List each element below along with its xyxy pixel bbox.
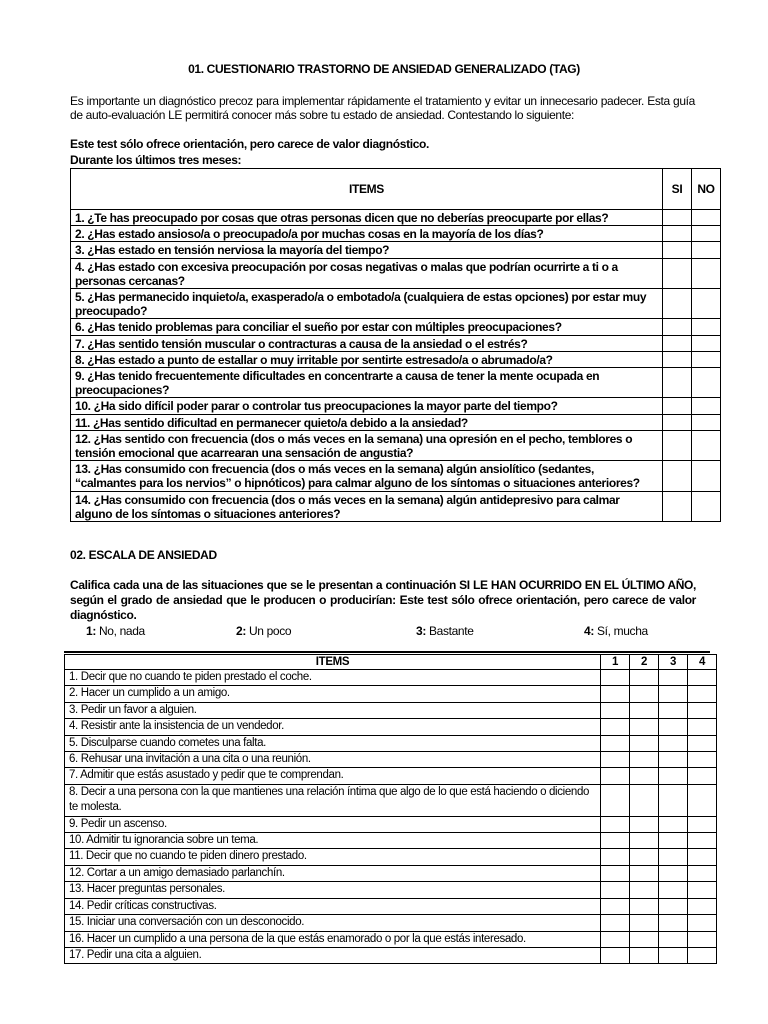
rating-4-checkbox[interactable] [688,735,717,751]
rating-1-checkbox[interactable] [601,702,630,718]
section1-intro: Es importante un diagnóstico precoz para implementar rápidamente el tratamiento y evitar un innecesario padecer. Esta guía de auto-evaluación LE permitirá conocer más sobre tu estado de ansiedad. Contestando lo siguiente: [70,94,695,122]
divider [64,651,710,653]
item-text: 13. ¿Has consumido con frecuencia (dos o más veces en la semana) algún ansiolítico (sedantes, “calmantes para los nervios” o hipnóticos) para calmar alguno de los síntomas o situaciones anteriores? [71,461,663,491]
section1-period: Durante los últimos tres meses: [70,153,242,167]
scale-key: 4: [584,624,594,638]
answer-no-checkbox[interactable] [692,398,721,414]
rating-4-checkbox[interactable] [688,947,717,963]
item-text: 10. ¿Ha sido difícil poder parar o controlar tus preocupaciones la mayor parte del tiempo? [71,398,663,414]
answer-si-checkbox[interactable] [663,226,692,242]
item-text: 2. Hacer un cumplido a un amigo. [65,686,601,702]
item-text: 17. Pedir una cita a alguien. [65,947,601,963]
rating-4-checkbox[interactable] [688,882,717,898]
rating-3-checkbox[interactable] [659,670,688,686]
item-text: 16. Hacer un cumplido a una persona de la que estás enamorado o por la que estás interesado. [65,931,601,947]
rating-2-checkbox[interactable] [630,865,659,881]
rating-1-checkbox[interactable] [601,882,630,898]
rating-2-checkbox[interactable] [630,849,659,865]
item-text: 5. ¿Has permanecido inquieto/a, exasperado/a o embotado/a (cualquiera de estas opciones) por estar muy preocupado? [71,289,663,319]
scale-label: No, nada [95,624,145,638]
rating-2-checkbox[interactable] [630,947,659,963]
item-text: 15. Iniciar una conversación con un desconocido. [65,915,601,931]
item-text: 3. ¿Has estado en tensión nerviosa la mayoría del tiempo? [71,242,663,258]
item-text: 6. ¿Has tenido problemas para conciliar el sueño por estar con múltiples preocupaciones? [71,319,663,335]
answer-si-checkbox[interactable] [663,242,692,258]
col-1-header: 1 [601,655,630,670]
rating-3-checkbox[interactable] [659,768,688,784]
rating-4-checkbox[interactable] [688,865,717,881]
table-row [71,430,721,460]
rating-2-checkbox[interactable] [630,719,659,735]
anxiety-scale-body [65,670,717,964]
anxiety-scale-table [64,654,717,964]
tag-questionnaire-body [71,210,721,522]
rating-1-checkbox[interactable] [601,752,630,768]
rating-2-checkbox[interactable] [630,752,659,768]
rating-2-checkbox[interactable] [630,784,659,816]
rating-4-checkbox[interactable] [688,686,717,702]
answer-si-checkbox[interactable] [663,258,692,288]
item-text: 8. ¿Has estado a punto de estallar o muy irritable por sentirte estresado/a o abrumado/a? [71,351,663,367]
rating-4-checkbox[interactable] [688,833,717,849]
scale-option-3 [416,624,474,638]
rating-1-checkbox[interactable] [601,719,630,735]
table-row [65,931,717,947]
rating-4-checkbox[interactable] [688,784,717,816]
rating-3-checkbox[interactable] [659,865,688,881]
answer-no-checkbox[interactable] [692,258,721,288]
rating-1-checkbox[interactable] [601,735,630,751]
answer-si-checkbox[interactable] [663,414,692,430]
rating-2-checkbox[interactable] [630,670,659,686]
rating-4-checkbox[interactable] [688,670,717,686]
answer-si-checkbox[interactable] [663,461,692,491]
item-text: 10. Admitir tu ignorancia sobre un tema. [65,833,601,849]
item-text: 3. Pedir un favor a alguien. [65,702,601,718]
item-text: 7. ¿Has sentido tensión muscular o contracturas a causa de la ansiedad o el estrés? [71,335,663,351]
rating-3-checkbox[interactable] [659,752,688,768]
rating-1-checkbox[interactable] [601,865,630,881]
rating-2-checkbox[interactable] [630,882,659,898]
item-text: 12. ¿Has sentido con frecuencia (dos o más veces en la semana) una opresión en el pecho, temblores o tensión emocional que acarrearan una sensación de angustia? [71,430,663,460]
answer-no-checkbox[interactable] [692,368,721,398]
section2-instructions: Califica cada una de las situaciones que se le presentan a continuación SI LE HAN OCURRIDO EN EL ÚLTIMO AÑO, según el grado de ansiedad que le producen o producirían: Este test sólo ofrece orientación, pero carece de valor diagnóstico. [70,578,696,622]
item-text: 8. Decir a una persona con la que mantienes una relación íntima que algo de lo que está haciendo o diciendo te molesta. [65,784,601,816]
table-row [65,686,717,702]
table-row [65,947,717,963]
rating-3-checkbox[interactable] [659,702,688,718]
rating-4-checkbox[interactable] [688,931,717,947]
rating-1-checkbox[interactable] [601,768,630,784]
item-text: 2. ¿Has estado ansioso/a o preocupado/a por muchas cosas en la mayoría de los días? [71,226,663,242]
rating-1-checkbox[interactable] [601,816,630,832]
table-row [71,414,721,430]
item-text: 1. Decir que no cuando te piden prestado el coche. [65,670,601,686]
rating-2-checkbox[interactable] [630,768,659,784]
answer-no-checkbox[interactable] [692,226,721,242]
section1-note: Este test sólo ofrece orientación, pero carece de valor diagnóstico. [70,137,429,151]
rating-2-checkbox[interactable] [630,898,659,914]
table-row [65,898,717,914]
item-text: 14. Pedir críticas constructivas. [65,898,601,914]
rating-3-checkbox[interactable] [659,849,688,865]
scale-label: Sí, mucha [593,624,648,638]
rating-2-checkbox[interactable] [630,816,659,832]
answer-si-checkbox[interactable] [663,319,692,335]
answer-si-checkbox[interactable] [663,351,692,367]
item-text: 4. Resistir ante la insistencia de un vendedor. [65,719,601,735]
answer-si-checkbox[interactable] [663,335,692,351]
scale-option-1 [86,624,145,638]
item-text: 5. Disculparse cuando cometes una falta. [65,735,601,751]
answer-no-checkbox[interactable] [692,210,721,226]
item-text: 6. Rehusar una invitación a una cita o una reunión. [65,752,601,768]
table-row [71,289,721,319]
item-text: 9. Pedir un ascenso. [65,816,601,832]
item-text: 4. ¿Has estado con excesiva preocupación por cosas negativas o malas que podrían ocurrirte a ti o a personas cercanas? [71,258,663,288]
table-row [71,226,721,242]
rating-3-checkbox[interactable] [659,833,688,849]
table-row [65,865,717,881]
scale-option-2 [236,624,291,638]
table-row [71,319,721,335]
rating-2-checkbox[interactable] [630,915,659,931]
scale-label: Un poco [245,624,292,638]
rating-3-checkbox[interactable] [659,686,688,702]
table-row [65,768,717,784]
answer-si-checkbox[interactable] [663,289,692,319]
rating-1-checkbox[interactable] [601,947,630,963]
item-text: 1. ¿Te has preocupado por cosas que otras personas dicen que no deberías preocuparte por ellas? [71,210,663,226]
table-row [71,335,721,351]
item-text: 13. Hacer preguntas personales. [65,882,601,898]
section1-title: 01. CUESTIONARIO TRASTORNO DE ANSIEDAD GENERALIZADO (TAG) [188,62,580,76]
rating-4-checkbox[interactable] [688,915,717,931]
rating-4-checkbox[interactable] [688,849,717,865]
table-row [65,816,717,832]
rating-3-checkbox[interactable] [659,898,688,914]
table-row [71,491,721,521]
table-row [65,735,717,751]
item-text: 14. ¿Has consumido con frecuencia (dos o más veces en la semana) algún antidepresivo para calmar alguno de los síntomas o situaciones anteriores? [71,491,663,521]
table-header-row [65,655,717,670]
scale-option-4 [584,624,648,638]
table-row [71,398,721,414]
answer-no-checkbox[interactable] [692,351,721,367]
rating-2-checkbox[interactable] [630,931,659,947]
answer-si-checkbox[interactable] [663,398,692,414]
rating-1-checkbox[interactable] [601,931,630,947]
rating-3-checkbox[interactable] [659,947,688,963]
rating-3-checkbox[interactable] [659,931,688,947]
answer-si-checkbox[interactable] [663,210,692,226]
no-header: NO [692,169,721,210]
table-row [65,882,717,898]
rating-4-checkbox[interactable] [688,898,717,914]
scale-key: 2: [236,624,246,638]
rating-1-checkbox[interactable] [601,686,630,702]
tag-questionnaire-table [70,168,721,522]
si-header: SI [663,169,692,210]
col-2-header: 2 [630,655,659,670]
table-row [65,833,717,849]
answer-no-checkbox[interactable] [692,461,721,491]
rating-3-checkbox[interactable] [659,719,688,735]
answer-si-checkbox[interactable] [663,368,692,398]
answer-si-checkbox[interactable] [663,491,692,521]
col-3-header: 3 [659,655,688,670]
rating-3-checkbox[interactable] [659,784,688,816]
table-row [71,461,721,491]
answer-no-checkbox[interactable] [692,319,721,335]
rating-4-checkbox[interactable] [688,702,717,718]
rating-1-checkbox[interactable] [601,670,630,686]
answer-no-checkbox[interactable] [692,414,721,430]
col-4-header: 4 [688,655,717,670]
rating-2-checkbox[interactable] [630,686,659,702]
item-text: 7. Admitir que estás asustado y pedir que te comprendan. [65,768,601,784]
rating-3-checkbox[interactable] [659,882,688,898]
table-header-row [71,169,721,210]
item-text: 12. Cortar a un amigo demasiado parlanchín. [65,865,601,881]
rating-3-checkbox[interactable] [659,915,688,931]
table-row [65,719,717,735]
rating-1-checkbox[interactable] [601,898,630,914]
table-row [71,351,721,367]
rating-1-checkbox[interactable] [601,784,630,816]
table-row [71,242,721,258]
rating-3-checkbox[interactable] [659,735,688,751]
rating-4-checkbox[interactable] [688,752,717,768]
answer-si-checkbox[interactable] [663,430,692,460]
rating-2-checkbox[interactable] [630,702,659,718]
answer-no-checkbox[interactable] [692,335,721,351]
rating-1-checkbox[interactable] [601,915,630,931]
item-text: 11. ¿Has sentido dificultad en permanecer quieto/a debido a la ansiedad? [71,414,663,430]
rating-4-checkbox[interactable] [688,768,717,784]
table-row [65,784,717,816]
rating-4-checkbox[interactable] [688,816,717,832]
table-row [65,670,717,686]
answer-no-checkbox[interactable] [692,242,721,258]
table-row [71,210,721,226]
answer-no-checkbox[interactable] [692,289,721,319]
table-row [65,702,717,718]
table-row [71,368,721,398]
scale-label: Bastante [425,624,474,638]
table-row [71,258,721,288]
table-row [65,752,717,768]
item-text: 9. ¿Has tenido frecuentemente dificultades en concentrarte a causa de tener la mente ocupada en preocupaciones? [71,368,663,398]
answer-no-checkbox[interactable] [692,430,721,460]
items-header: ITEMS [65,655,601,670]
item-text: 11. Decir que no cuando te piden dinero prestado. [65,849,601,865]
scale-key: 3: [416,624,426,638]
rating-1-checkbox[interactable] [601,833,630,849]
scale-key: 1: [86,624,96,638]
table-row [65,915,717,931]
rating-2-checkbox[interactable] [630,735,659,751]
answer-no-checkbox[interactable] [692,491,721,521]
section2-title: 02. ESCALA DE ANSIEDAD [70,548,217,562]
rating-1-checkbox[interactable] [601,849,630,865]
rating-3-checkbox[interactable] [659,816,688,832]
rating-4-checkbox[interactable] [688,719,717,735]
table-row [65,849,717,865]
rating-2-checkbox[interactable] [630,833,659,849]
items-header: ITEMS [71,169,663,210]
